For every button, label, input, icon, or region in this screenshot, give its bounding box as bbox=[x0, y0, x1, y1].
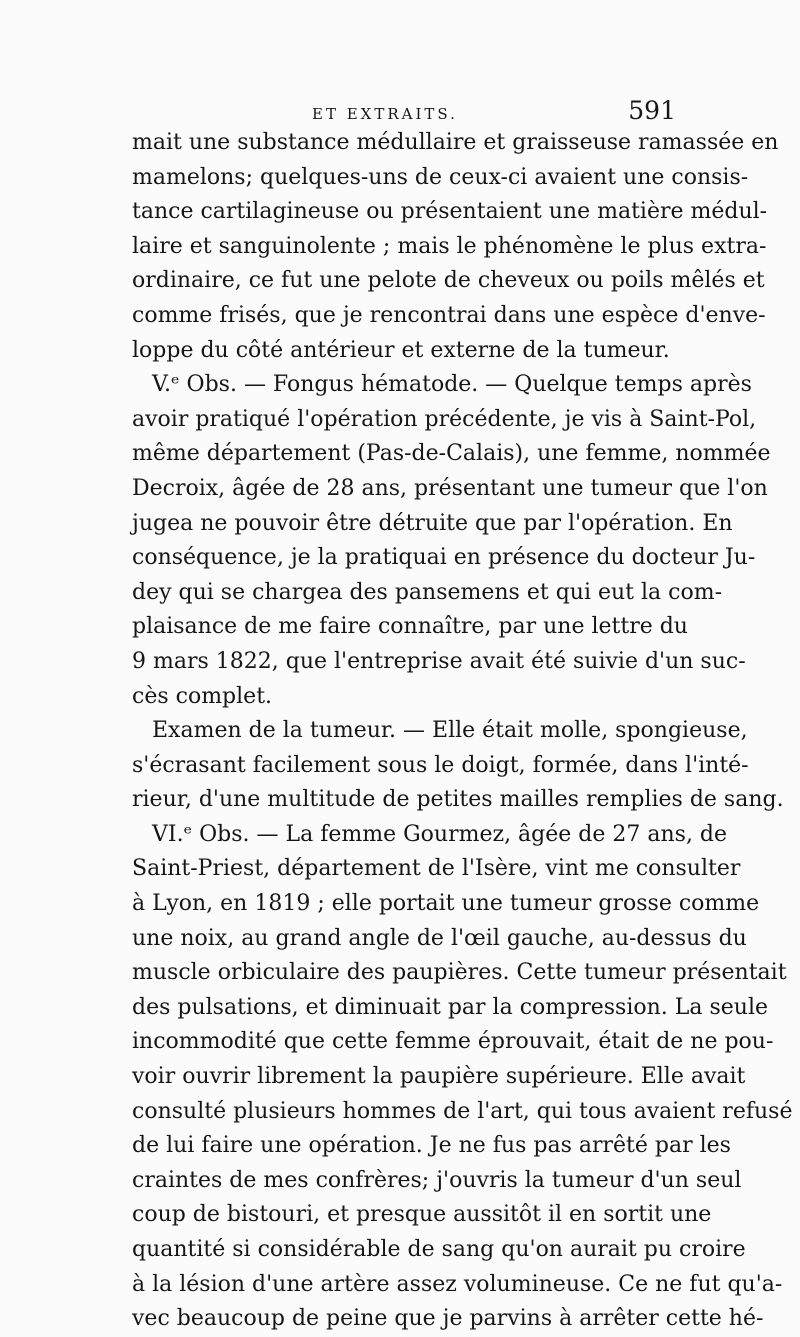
text-line: vec beaucoup de peine que je parvins à arrêter cette hé- bbox=[132, 1306, 764, 1332]
text-line: craintes de mes confrères; j'ouvris la tumeur d'un seul bbox=[132, 1167, 742, 1193]
text-line: incommodité que cette femme éprouvait, était de ne pou- bbox=[132, 1029, 774, 1055]
text-line: laire et sanguinolente ; mais le phénomène le plus extra- bbox=[132, 233, 767, 259]
text-line: loppe du côté antérieur et externe de la tumeur. bbox=[132, 337, 670, 363]
text-line: de lui faire une opération. Je ne fus pas arrêté par les bbox=[132, 1133, 731, 1159]
text-line: mamelons; quelques-uns de ceux-ci avaient une consis- bbox=[132, 164, 749, 190]
text-line: muscle orbiculaire des paupières. Cette tumeur présentait bbox=[132, 960, 787, 986]
text-line: conséquence, je la pratiquai en présence du docteur Ju- bbox=[132, 545, 756, 571]
body-text bbox=[132, 126, 793, 1337]
text-line: tance cartilagineuse ou présentaient une matière médul- bbox=[132, 199, 768, 225]
text-line: dey qui se chargea des pansemens et qui eut la com- bbox=[132, 579, 723, 605]
text-line: même département (Pas-de-Calais), une femme, nommée bbox=[132, 441, 771, 467]
text-line: à la lésion d'une artère assez volumineuse. Ce ne fut qu'a- bbox=[132, 1271, 783, 1297]
text-line: consulté plusieurs hommes de l'art, qui tous avaient refusé bbox=[132, 1098, 793, 1124]
observation-heading-5: V.ᵉ Obs. — Fongus hématode. — Quelque temps après bbox=[152, 372, 752, 398]
text-line: à Lyon, en 1819 ; elle portait une tumeur grosse comme bbox=[132, 891, 760, 917]
observation-heading-6: VI.ᵉ Obs. — La femme Gourmez, âgée de 27 ans, de bbox=[152, 821, 728, 847]
text-line: quantité si considérable de sang qu'on aurait pu croire bbox=[132, 1237, 746, 1262]
text-line: comme frisés, que je rencontrai dans une espèce d'enve- bbox=[132, 302, 766, 328]
running-head bbox=[132, 96, 678, 128]
text-line: voir ouvrir librement la paupière supérieure. Elle avait bbox=[132, 1064, 746, 1090]
text-line: des pulsations, et diminuait par la compression. La seule bbox=[132, 994, 769, 1020]
text-line: coup de bistouri, et presque aussitôt il en sortit une bbox=[132, 1202, 712, 1228]
text-line: une noix, au grand angle de l'œil gauche, au-dessus du bbox=[132, 925, 747, 951]
text-line: Decroix, âgée de 28 ans, présentant une tumeur que l'on bbox=[132, 475, 768, 501]
tumor-examination-heading: Examen de la tumeur. — Elle était molle, spongieuse, bbox=[152, 718, 748, 744]
text-line: Saint-Priest, département de l'Isère, vint me consulter bbox=[132, 856, 741, 882]
text-line: rieur, d'une multitude de petites mailles remplies de sang. bbox=[132, 787, 784, 813]
running-head-title: ET EXTRAITS. bbox=[312, 105, 458, 123]
page-number: 591 bbox=[628, 96, 676, 125]
text-line: avoir pratiqué l'opération précédente, je vis à Saint-Pol, bbox=[132, 406, 757, 432]
text-line: mait une substance médullaire et graisseuse ramassée en bbox=[132, 130, 779, 155]
text-line: s'écrasant facilement sous le doigt, formée, dans l'inté- bbox=[132, 752, 749, 778]
text-line: ordinaire, ce fut une pelote de cheveux ou poils mêlés et bbox=[132, 268, 765, 294]
text-line: 9 mars 1822, que l'entreprise avait été suivie d'un suc- bbox=[132, 648, 746, 674]
text-line: plaisance de me faire connaître, par une lettre du bbox=[132, 614, 688, 640]
text-line: jugea ne pouvoir être détruite que par l'opération. En bbox=[132, 510, 733, 536]
text-line: cès complet. bbox=[132, 683, 273, 709]
